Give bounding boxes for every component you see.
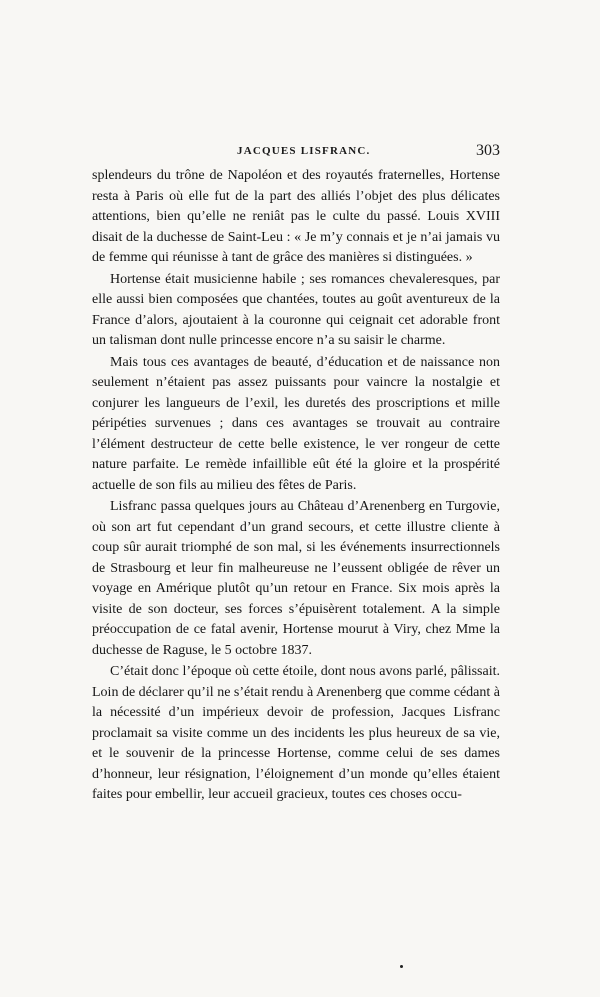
- paragraph-3: Mais tous ces avantages de beauté, d’éducation et de naissance non seulement n’étaient pas assez puissants pour vaincre la nostalgie et conjurer les langueurs de l’exil, les duretés des proscriptions et mille péripéties survenues ; dans ces avantages se trouvait au contraire l’élément destructeur de cette belle existence, le ver rongeur de cette nature parfaite. Le remède infaillible eût été la gloire et la prospérité actuelle de son fils au milieu des fêtes de Paris.: [92, 354, 500, 493]
- ink-speck: [400, 965, 403, 968]
- paragraph-5: C’était donc l’époque où cette étoile, dont nous avons parlé, pâlissait. Loin de déclarer qu’il ne s’était rendu à Arenenberg que comme cédant à la nécessité d’un impérieux devoir de profession, Jacques Lisfranc proclamait sa visite comme un des incidents les plus heureux de sa vie, et le souvenir de la princesse Hortense, comme celui de ses dames d’honneur, leur résignation, l’éloignement d’un monde qu’elles étaient faites pour embellir, leur accueil gracieux, toutes ces choses occu-: [92, 664, 500, 802]
- paragraph-2: Hortense était musicienne habile ; ses romances chevaleresques, par elle aussi bien composées que chantées, toutes au goût aventureux de la France d’alors, ajoutaient à la couronne qui ceignait cet adorable front un talisman dont nulle princesse encore n’a su saisir le charme.: [92, 271, 500, 348]
- paragraph-1: splendeurs du trône de Napoléon et des royautés fraternelles, Hortense resta à Paris où elle fut de la part des alliés l’objet des plus délicates attentions, bien qu’elle ne reniât pas le culte du passé. Louis XVIII disait de la duchesse de Saint-Leu : « Je m’y connais et je n’ai jamais vu de femme qui réunisse à tant de grâce des manières si distinguées. »: [92, 168, 500, 265]
- running-head: JACQUES LISFRANC.: [237, 145, 371, 157]
- body-text: [92, 166, 500, 806]
- page-number: 303: [476, 142, 500, 159]
- paragraph-4: Lisfranc passa quelques jours au Château d’Arenenberg en Turgovie, où son art fut cependant d’un grand secours, et cette illustre cliente à coup sûr aurait triomphé de son mal, si les événements insurrectionnels de Strasbourg et leur fin malheureuse ne l’eussent obligée de rêver un voyage en Amérique plutôt qu’un retour en France. Six mois après la visite de son docteur, ses forces s’épuisèrent totalement. A la simple préoccupation de ce fatal avenir, Hortense mourut à Viry, chez Mme la duchesse de Raguse, le 5 octobre 1837.: [92, 499, 500, 658]
- page-header: [92, 142, 500, 165]
